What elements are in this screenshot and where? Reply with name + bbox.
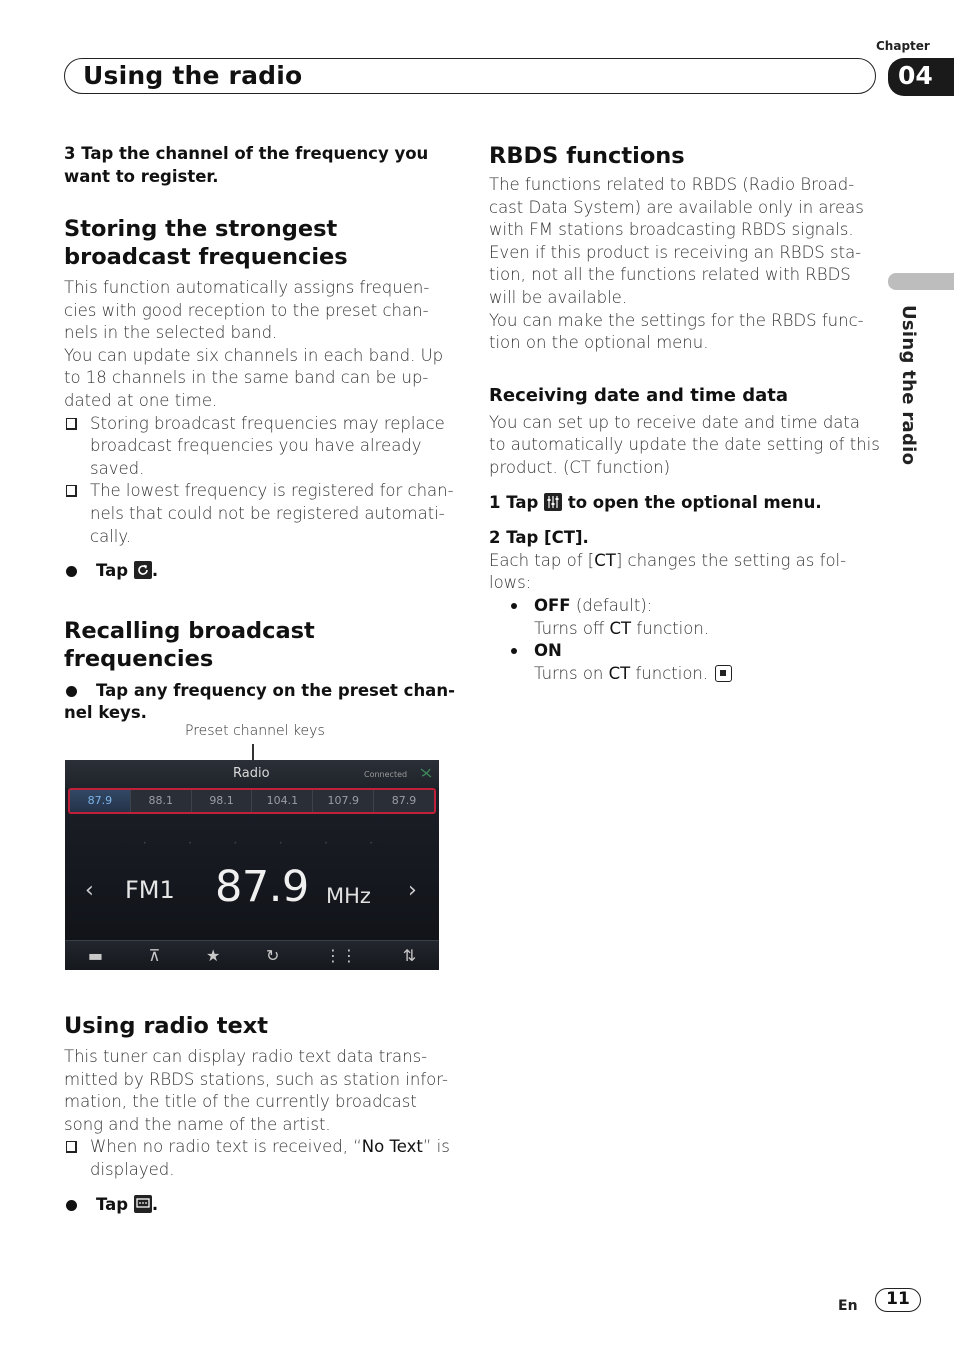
indicator-dot-icon: •: [324, 840, 328, 847]
bsm-refresh-icon: [134, 561, 152, 579]
radio-text-icon: ▬: [87, 946, 103, 965]
storing-paragraph-1: This function automatically assigns frequen-cies with good reception to the preset chan-nels in the selected band.: [64, 278, 430, 343]
indicator-dot-icon: •: [188, 840, 192, 847]
antenna-icon: ⊼: [148, 946, 161, 965]
note-box-icon: [66, 485, 77, 497]
chevron-right-icon: ›: [408, 878, 417, 903]
chapter-label: Chapter: [876, 39, 930, 53]
indicator-dot-icon: •: [143, 840, 147, 847]
radio-text-icon: [134, 1195, 152, 1213]
side-tab-marker: [888, 273, 954, 290]
chevron-left-icon: ‹: [85, 878, 94, 903]
preset-key-5: 107.9: [313, 790, 374, 812]
radio-text-section: [64, 1012, 456, 1216]
section-end-icon: [715, 665, 732, 682]
frequency-display: 87.9: [215, 862, 309, 912]
receiving-step-1: 1 Tap to open the optional menu.: [489, 492, 822, 512]
phone-icon: [420, 767, 434, 779]
radio-screen-figure: [65, 760, 439, 970]
grid-icon: ⋮⋮: [325, 946, 358, 965]
figure-caption: Preset channel keys: [185, 723, 325, 739]
ct-option-on-desc: Turns on CT function.: [489, 663, 881, 686]
radio-bottom-bar: [65, 940, 439, 970]
bullet-dot-icon: [66, 686, 77, 697]
connection-status: Connected: [364, 770, 408, 779]
side-section-label: Using the radio: [898, 305, 919, 466]
storing-heading: Storing the strongest broadcast frequencies: [64, 216, 348, 270]
bullet-dot-icon: [511, 648, 517, 654]
note-box-icon: [66, 418, 77, 430]
rbds-paragraph-1: The functions related to RBDS (Radio Broad-cast Data System) are available only in areas with FM stations broadcasting RBDS signals. Even if this product is receiving an RBDS sta-tion, not all the functions related with RBDS will be available.: [489, 175, 864, 307]
preset-key-1: 87.9: [70, 790, 131, 812]
step-3: 3 Tap the channel of the frequency you want to register.: [64, 144, 429, 186]
band-label: FM1: [125, 876, 175, 904]
sort-icon: ⇅: [402, 946, 417, 965]
preset-key-3: 98.1: [192, 790, 253, 812]
bullet-dot-icon: [66, 1200, 77, 1211]
indicator-dot-icon: •: [233, 840, 238, 847]
rbds-heading: RBDS functions: [489, 143, 685, 169]
receiving-step-2: 2 Tap [CT].: [489, 528, 589, 548]
recalling-bullet: Tap any frequency on the preset chan-nel keys.: [64, 680, 455, 723]
indicator-flags: [143, 840, 373, 847]
language-label: En: [838, 1298, 858, 1314]
chapter-number: 04: [898, 61, 933, 90]
preset-key-6: 87.9: [391, 794, 417, 807]
ct-option-off-desc: Turns off CT function.: [534, 618, 710, 638]
storing-tap-bullet: Tap .: [64, 560, 456, 583]
radio-text-note: When no radio text is received, “No Text” is displayed.: [64, 1136, 456, 1181]
radio-screen-header: [65, 760, 439, 788]
ct-option-on: ON: [489, 640, 881, 663]
rbds-paragraph-2: You can make the settings for the RBDS func-tion on the optional menu.: [489, 310, 864, 353]
receiving-heading: Receiving date and time data: [489, 384, 788, 406]
page-title-bar: [64, 58, 876, 94]
radio-text-tap-bullet: Tap .: [64, 1194, 456, 1217]
indicator-dot-icon: •: [369, 840, 373, 847]
bullet-dot-icon: [66, 566, 77, 577]
ct-each-tap: Each tap of [CT] changes the setting as fol-lows:: [489, 550, 847, 593]
right-column: [489, 142, 881, 685]
radio-text-heading: Using radio text: [64, 1013, 269, 1039]
note-box-icon: [66, 1141, 77, 1153]
storing-note-1: Storing broadcast frequencies may replace broadcast frequencies you have already saved.: [64, 413, 456, 481]
page-title: Using the radio: [83, 61, 303, 90]
refresh-icon: ↻: [265, 946, 280, 965]
radio-text-paragraph: This tuner can display radio text data trans-mitted by RBDS stations, such as station infor-mation, the title of the currently broadcast song and the name of the artist.: [64, 1047, 448, 1134]
bullet-dot-icon: [511, 603, 517, 609]
optional-menu-icon: [544, 493, 562, 511]
radio-screen-title: Radio: [233, 766, 270, 781]
frequency-unit: MHz: [326, 884, 371, 908]
preset-channel-keys: [68, 788, 436, 814]
storing-paragraph-2: You can update six channels in each band. Up to 18 channels in the same band can be up-dated at one time.: [64, 345, 444, 410]
recalling-heading: Recalling broadcast frequencies: [64, 617, 315, 672]
preset-key-4: 104.1: [252, 790, 313, 812]
ct-option-off: OFF (default):: [489, 595, 881, 618]
preset-key-2: 88.1: [131, 790, 192, 812]
indicator-dot-icon: •: [278, 840, 283, 847]
page-number: 11: [875, 1288, 921, 1312]
receiving-paragraph: You can set up to receive date and time data to automatically update the date setting of this product. (CT function): [489, 412, 880, 477]
storing-note-2: The lowest frequency is registered for chan-nels that could not be registered automati-cally.: [64, 480, 456, 548]
star-icon: ★: [205, 946, 221, 965]
left-column: [64, 142, 456, 725]
chapter-badge: [888, 58, 954, 96]
